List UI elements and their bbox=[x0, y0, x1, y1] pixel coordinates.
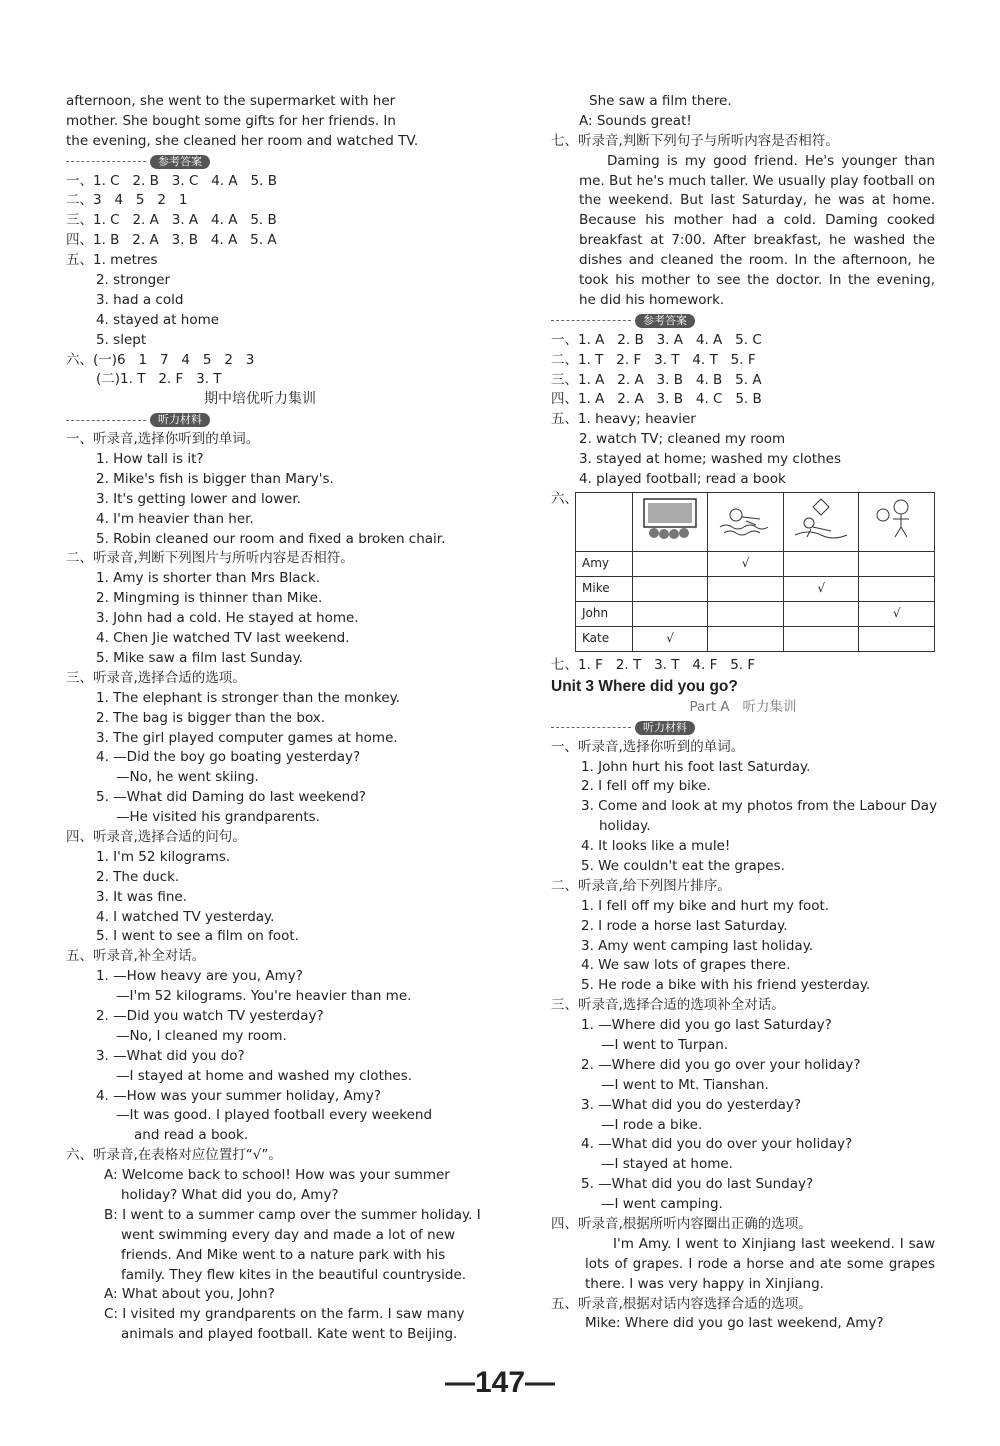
question-line: 4. —How was your summer holiday, Amy? bbox=[96, 1087, 382, 1104]
table-label: 六、 bbox=[551, 490, 578, 507]
question-line: —He visited his grandparents. bbox=[116, 809, 320, 826]
question-line: 3. John had a cold. He stayed at home. bbox=[96, 610, 359, 627]
question-title: 四、听录音,根据所听内容圈出正确的选项。 bbox=[551, 1215, 812, 1232]
page-number: —147— bbox=[444, 1366, 556, 1399]
question-line: 4. Chen Jie watched TV last weekend. bbox=[96, 630, 350, 647]
materials-label: 听力材料 bbox=[551, 718, 935, 738]
section-title: 期中培优听力集训 bbox=[204, 391, 316, 408]
question-line: —I stayed at home. bbox=[601, 1156, 733, 1173]
answer-table-block bbox=[551, 490, 935, 656]
table-row: Kate √ bbox=[576, 626, 935, 651]
question-line: 4. —What did you do over your holiday? bbox=[581, 1136, 853, 1153]
text-line: the evening, she cleaned her room and watched TV. bbox=[66, 132, 419, 149]
answer-line: 五、1. heavy; heavier bbox=[551, 411, 696, 428]
right-column bbox=[551, 92, 938, 1334]
question-line: 1. I'm 52 kilograms. bbox=[96, 848, 231, 865]
question-line: holiday. bbox=[599, 818, 651, 835]
answer-line: 三、1. A 2. A 3. B 4. B 5. A bbox=[551, 371, 762, 388]
table-row: John √ bbox=[576, 601, 935, 626]
answer-line: 4. played football; read a book bbox=[579, 471, 786, 488]
question-title: 二、听录音,判断下列图片与所听内容是否相符。 bbox=[66, 550, 354, 567]
dialog-line: Mike: Where did you go last weekend, Amy? bbox=[585, 1315, 884, 1332]
question-title: 三、听录音,选择合适的选项。 bbox=[66, 669, 246, 686]
question-title: 五、听录音,根据对话内容选择合适的选项。 bbox=[551, 1295, 812, 1312]
passage: Daming is my good friend. He's younger than me. But he's much taller. We usually play football on the weekend. But last Saturday, he was at home. Because his mother had a cold. Daming cooked breakfast at 7:00. After breakfast, he washed the dishes and cleaned the room. In the afternoon, he took his mother to see the doctor. In the evening, he did his homework. bbox=[579, 152, 935, 309]
question-line: 4. We saw lots of grapes there. bbox=[581, 957, 791, 974]
question-title: 五、听录音,补全对话。 bbox=[66, 948, 206, 965]
answer-line: (二)1. T 2. F 3. T bbox=[96, 371, 222, 388]
question-line: 1. —How heavy are you, Amy? bbox=[96, 968, 303, 985]
text-line: mother. She bought some gifts for her friends. In bbox=[66, 112, 396, 129]
question-line: 4. I watched TV yesterday. bbox=[96, 908, 275, 925]
answer-line: 四、1. B 2. A 3. B 4. A 5. A bbox=[66, 232, 277, 249]
picture-flying-kites bbox=[783, 492, 859, 551]
dialog-line: friends. And Mike went to a nature park with his bbox=[121, 1246, 446, 1263]
question-line: 1. —Where did you go last Saturday? bbox=[581, 1017, 832, 1034]
answer-line: 三、1. C 2. A 3. A 4. A 5. B bbox=[66, 212, 277, 229]
question-line: 2. —Did you watch TV yesterday? bbox=[96, 1007, 324, 1024]
question-line: —I went camping. bbox=[601, 1196, 723, 1213]
dialog-line: animals and played football. Kate went to Beijing. bbox=[121, 1326, 458, 1343]
question-line: —No, I cleaned my room. bbox=[116, 1027, 287, 1044]
question-line: —I rode a bike. bbox=[601, 1116, 703, 1133]
question-line: —I went to Mt. Tianshan. bbox=[601, 1076, 769, 1093]
question-line: 3. It was fine. bbox=[96, 888, 188, 905]
question-line: 5. I went to see a film on foot. bbox=[96, 928, 299, 945]
question-line: 3. —What did you do yesterday? bbox=[581, 1096, 802, 1113]
answer-line: 3. had a cold bbox=[96, 291, 184, 308]
question-title: 四、听录音,选择合适的问句。 bbox=[66, 828, 246, 845]
question-line: 1. I fell off my bike and hurt my foot. bbox=[581, 897, 830, 914]
question-line: 2. I fell off my bike. bbox=[581, 778, 711, 795]
question-line: 2. The bag is bigger than the box. bbox=[96, 709, 326, 726]
answer-line: 六、(一)6 1 7 4 5 2 3 bbox=[66, 351, 255, 368]
picture-swimming bbox=[708, 492, 784, 551]
question-title: 二、听录音,给下列图片排序。 bbox=[551, 877, 731, 894]
picture-football bbox=[859, 492, 935, 551]
question-line: 5. —What did you do last Sunday? bbox=[581, 1176, 814, 1193]
dialog-line: A: Welcome back to school! How was your summer bbox=[104, 1167, 450, 1184]
answer-table bbox=[575, 492, 935, 652]
football-icon bbox=[867, 495, 927, 541]
question-line: 1. Amy is shorter than Mrs Black. bbox=[96, 570, 321, 587]
question-line: —It was good. I played football every weekend bbox=[116, 1107, 433, 1124]
answers-label: 参考答案 bbox=[66, 152, 454, 172]
question-line: 2. Mike's fish is bigger than Mary's. bbox=[96, 470, 334, 487]
tv-picture-icon bbox=[640, 495, 700, 541]
question-line: 5. Robin cleaned our room and fixed a broken chair. bbox=[96, 530, 446, 547]
swimming-icon bbox=[716, 495, 776, 541]
question-line: 3. The girl played computer games at home. bbox=[96, 729, 398, 746]
question-line: 4. —Did the boy go boating yesterday? bbox=[96, 749, 361, 766]
answer-line: 2. stronger bbox=[96, 272, 170, 289]
question-title: 三、听录音,选择合适的选项补全对话。 bbox=[551, 997, 785, 1014]
answer-line: 四、1. A 2. A 3. B 4. C 5. B bbox=[551, 391, 762, 408]
dialog-line: A: What about you, John? bbox=[104, 1286, 275, 1303]
question-title: 七、听录音,判断下列句子与所听内容是否相符。 bbox=[551, 132, 839, 149]
question-line: —I went to Turpan. bbox=[601, 1036, 729, 1053]
question-line: 4. It looks like a mule! bbox=[581, 838, 731, 855]
question-line: 2. —Where did you go over your holiday? bbox=[581, 1056, 861, 1073]
answer-line: 一、1. A 2. B 3. A 4. A 5. C bbox=[551, 331, 762, 348]
question-line: 2. Mingming is thinner than Mike. bbox=[96, 590, 323, 607]
answer-line: 4. stayed at home bbox=[96, 311, 220, 328]
answers-label: 参考答案 bbox=[551, 311, 935, 331]
dialog-line: went swimming every day and made a lot of new bbox=[121, 1226, 455, 1243]
part-title: Part A 听力集训 bbox=[689, 698, 797, 715]
dialog-line: family. They flew kites in the beautiful countryside. bbox=[121, 1266, 467, 1283]
answer-line: 二、3 4 5 2 1 bbox=[66, 192, 188, 209]
question-title: 六、听录音,在表格对应位置打“√”。 bbox=[66, 1147, 282, 1164]
kite-icon bbox=[791, 495, 851, 541]
picture-watching-tv bbox=[632, 492, 708, 551]
dialog-line: B: I went to a summer camp over the summer holiday. I bbox=[104, 1206, 481, 1223]
question-line: —No, he went skiing. bbox=[116, 769, 259, 786]
answer-line: 5. slept bbox=[96, 331, 147, 348]
materials-label: 听力材料 bbox=[66, 410, 454, 430]
question-title: 一、听录音,选择你听到的单词。 bbox=[551, 738, 745, 755]
question-line: 3. —What did you do? bbox=[96, 1047, 245, 1064]
question-line: 2. I rode a horse last Saturday. bbox=[581, 917, 788, 934]
question-line: 1. The elephant is stronger than the monkey. bbox=[96, 689, 401, 706]
question-line: 1. John hurt his foot last Saturday. bbox=[581, 758, 811, 775]
left-column bbox=[66, 92, 481, 1345]
text-line: afternoon, she went to the supermarket with her bbox=[66, 93, 396, 109]
question-line: 2. The duck. bbox=[96, 868, 180, 885]
question-line: 3. It's getting lower and lower. bbox=[96, 490, 301, 507]
question-line: 5. —What did Daming do last weekend? bbox=[96, 789, 366, 806]
question-line: 5. Mike saw a film last Sunday. bbox=[96, 649, 303, 666]
question-line: and read a book. bbox=[134, 1127, 249, 1144]
question-line: 3. Amy went camping last holiday. bbox=[581, 937, 814, 954]
table-header-row bbox=[576, 492, 935, 551]
question-line: 1. How tall is it? bbox=[96, 451, 204, 468]
question-line: 4. I'm heavier than her. bbox=[96, 510, 254, 527]
answer-line: 二、1. T 2. F 3. T 4. T 5. F bbox=[551, 351, 756, 368]
answer-line: 五、1. metres bbox=[66, 252, 158, 269]
question-line: 5. He rode a bike with his friend yesterday. bbox=[581, 977, 871, 994]
passage: I'm Amy. I went to Xinjiang last weekend. I saw lots of grapes. I rode a horse and ate some grapes there. I was very happy in Xinjiang. bbox=[585, 1235, 935, 1292]
question-line: 3. Come and look at my photos from the Labour Day bbox=[581, 798, 938, 815]
dialog-line: holiday? What did you do, Amy? bbox=[121, 1186, 339, 1203]
answer-line: 七、1. F 2. T 3. T 4. F 5. F bbox=[551, 656, 756, 673]
dialog-line: C: I visited my grandparents on the farm. I saw many bbox=[104, 1306, 465, 1323]
dialog-line: She saw a film there. bbox=[589, 93, 732, 109]
question-title: 一、听录音,选择你听到的单词。 bbox=[66, 431, 260, 448]
table-row: Mike √ bbox=[576, 576, 935, 601]
unit-title: Unit 3 Where did you go? bbox=[551, 677, 738, 695]
table-row: Amy √ bbox=[576, 551, 935, 576]
question-line: 5. We couldn't eat the grapes. bbox=[581, 857, 785, 874]
question-line: —I stayed at home and washed my clothes. bbox=[116, 1067, 413, 1084]
dialog-line: A: Sounds great! bbox=[579, 112, 692, 129]
answer-line: 2. watch TV; cleaned my room bbox=[579, 431, 786, 448]
answer-line: 3. stayed at home; washed my clothes bbox=[579, 451, 842, 468]
answer-line: 一、1. C 2. B 3. C 4. A 5. B bbox=[66, 172, 277, 189]
question-line: —I'm 52 kilograms. You're heavier than me. bbox=[116, 988, 412, 1005]
